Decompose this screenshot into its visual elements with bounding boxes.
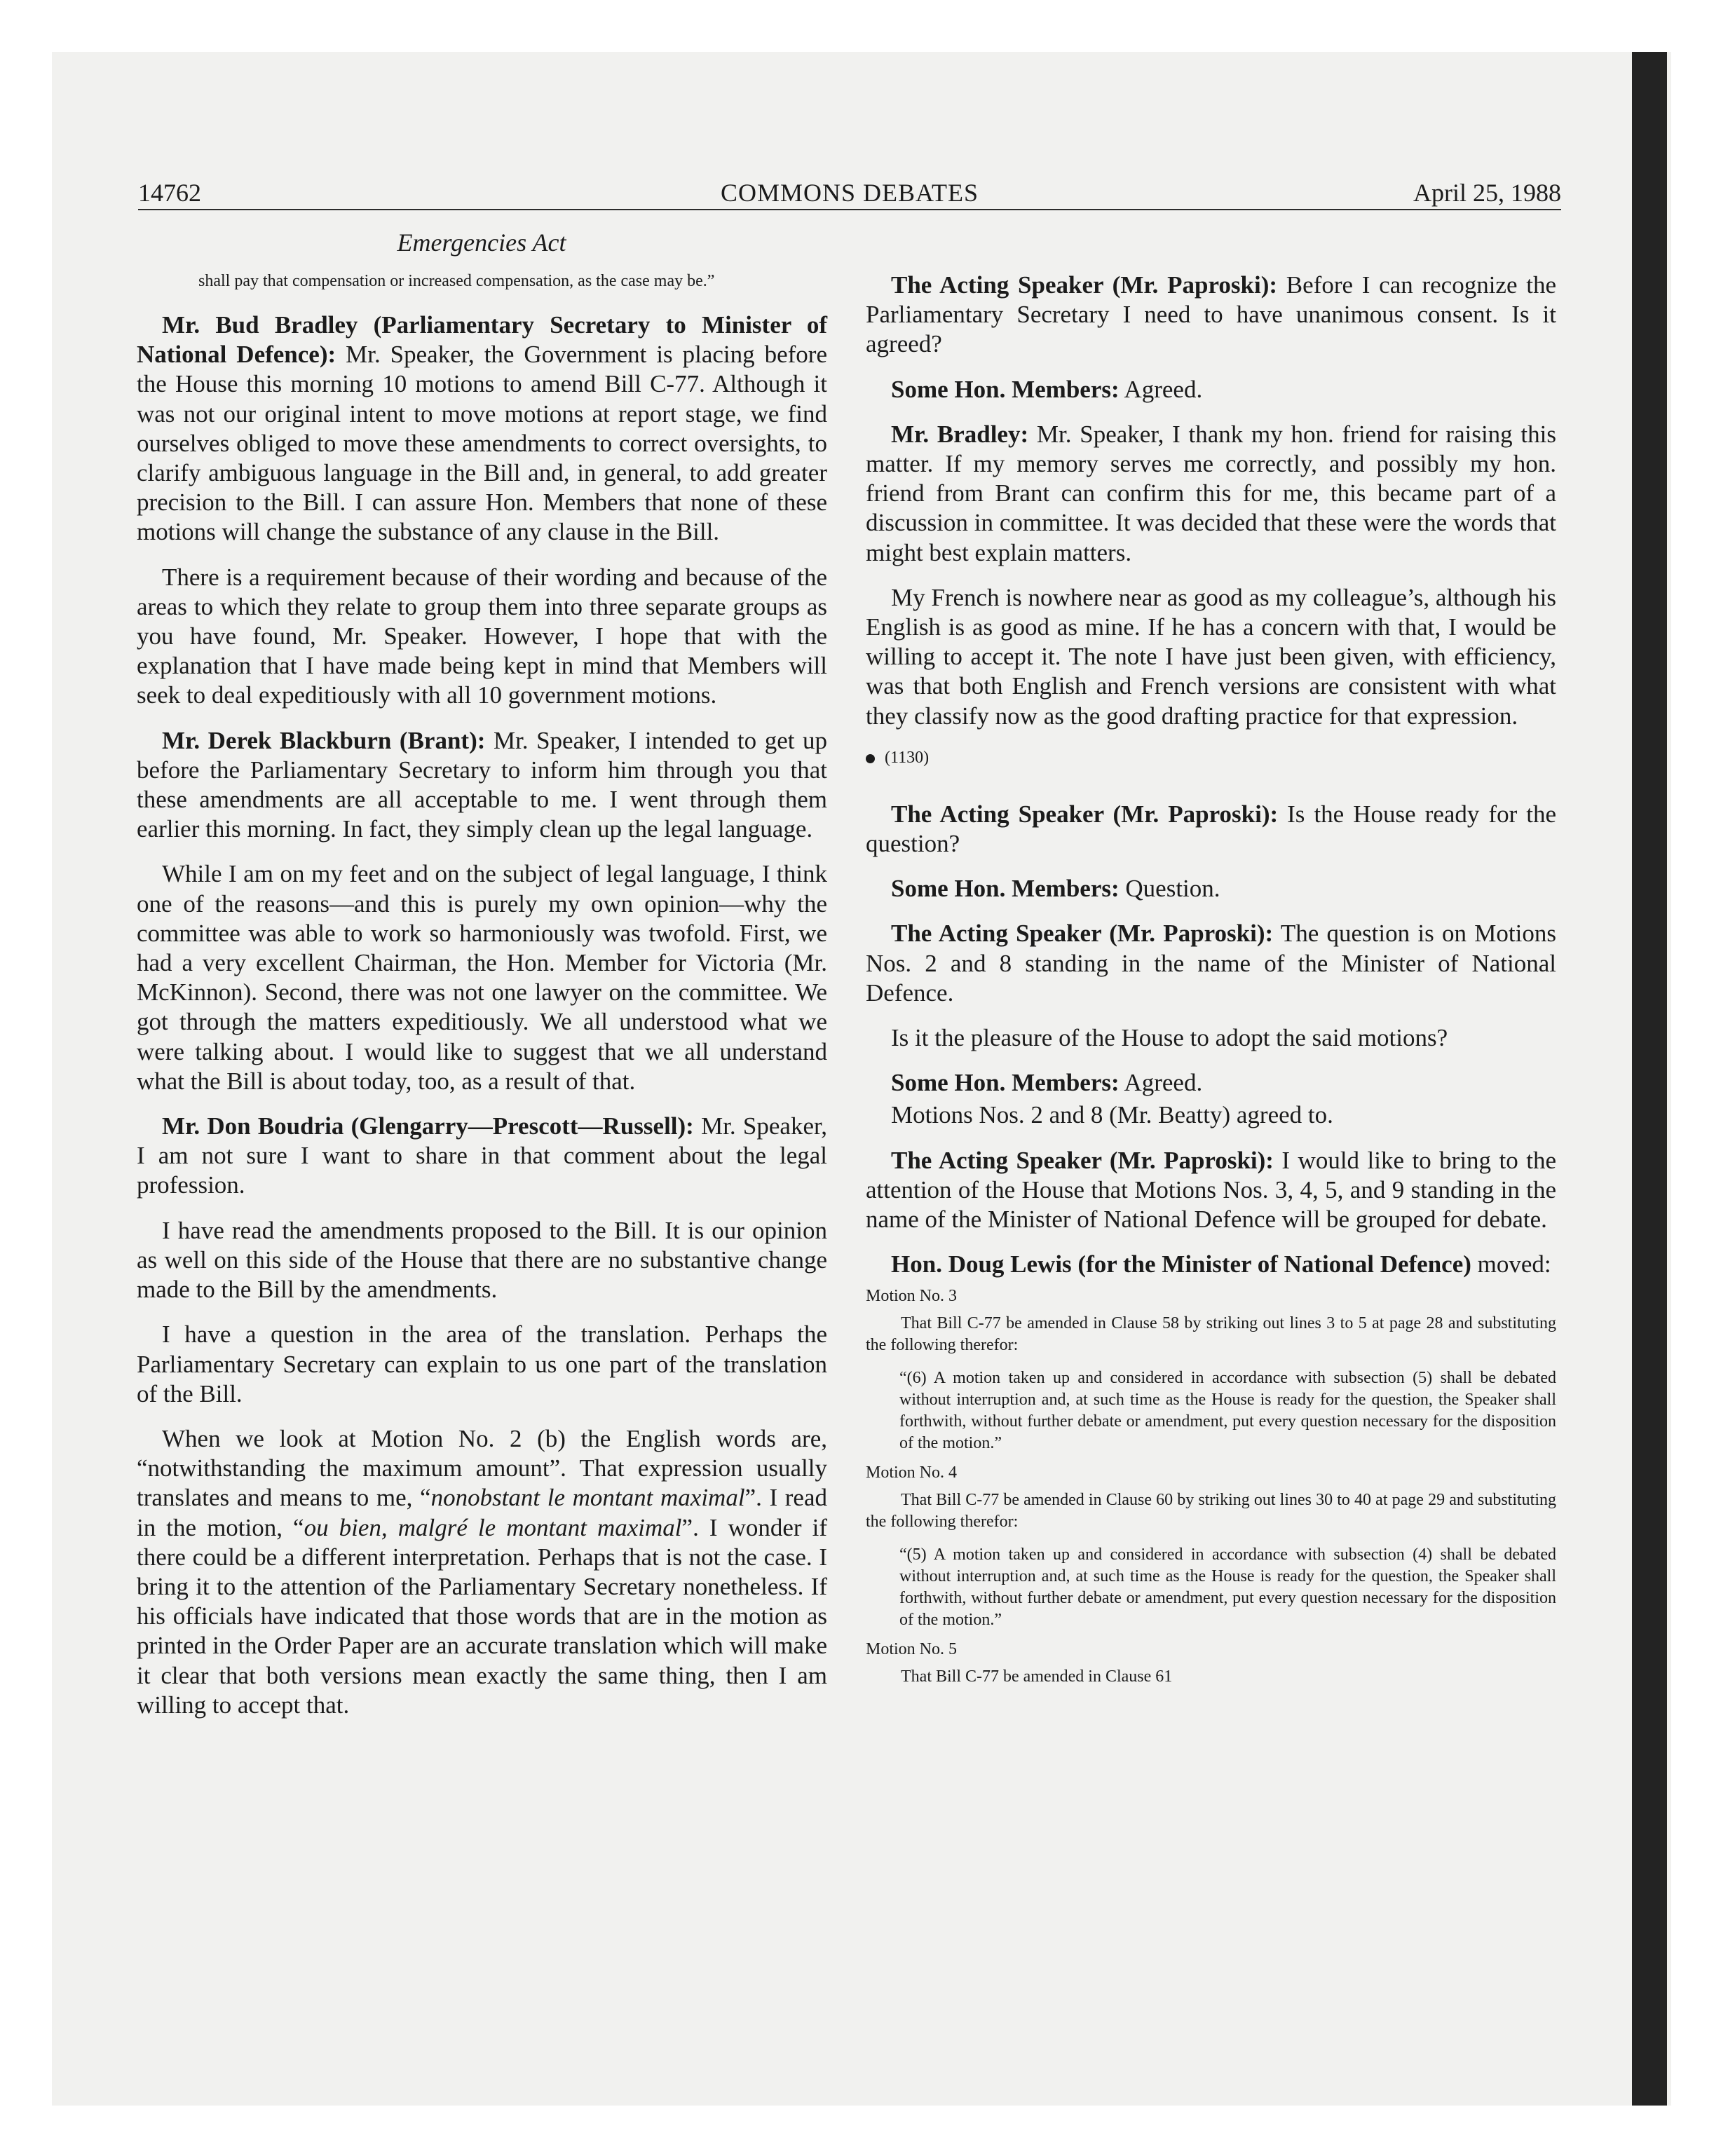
speech-text: I would like to bring to the attention of the House that Motions Nos. 3, 4, 5, and 9 standing in the name of the Minister of National Defence will be grouped for debate. — [866, 1146, 1556, 1234]
publication-title: COMMONS DEBATES — [720, 179, 979, 207]
speaker-name: Some Hon. Members: — [891, 1069, 1120, 1097]
speech-text: Question. — [1119, 875, 1220, 903]
paragraph: While I am on my feet and on the subject of legal language, I think one of the reasons—and this is purely my own opinion—why the committee was able to work so harmoniously was twofold. First, we had a very excellent Chairman, the Hon. Member for Victoria (Mr. McKinnon). Second, there was not one lawyer on the committee. We got through the matters expeditiously. We all understood what we were talking about. I would like to suggest that we all understand what the Bill is about today, too, as a result of that. — [137, 860, 827, 1095]
french-phrase: nonobstant le montant maximal — [430, 1484, 745, 1512]
speaker-name: Mr. Bud Bradley (Parliamentary Secretary to Minister of National Defence): — [137, 311, 827, 369]
speech-text: Mr. Speaker, the Government is placing before the House this morning 10 motions to amend Bill C-77. Although it was not our original intent to move motions at report stage, we find ourselves obliged to move these amendments to correct oversights, to clarify ambiguous language in the Bill and, in general, to add greater precision to the Bill. I can assure Hon. Members that none of these motions will change the substance of any clause in the Bill. — [137, 341, 827, 546]
speech-text: Agreed. — [1119, 1069, 1203, 1097]
speech-text: Agreed. — [1119, 375, 1203, 403]
speaker-name: The Acting Speaker (Mr. Paproski): — [891, 800, 1279, 828]
paragraph — [866, 271, 1556, 360]
paragraph — [866, 1146, 1556, 1235]
paragraph: My French is nowhere near as good as my colleague’s, although his English is as good as mine. If he has a concern with that, I would be willing to accept it. The note I have just been given, with efficiency, was that both English and French versions are consistent with what they classify now as the good drafting practice for that expression. — [866, 583, 1556, 730]
motion-label: Motion No. 4 — [866, 1464, 958, 1482]
speaker-name: Some Hon. Members: — [891, 875, 1120, 903]
speech-text: Mr. Speaker, I thank my hon. friend for raising this matter. If my memory serves me correctly, and possibly my hon. friend from Brant can confirm this for me, this became part of a discussion in committee. It was decided that these were the words that might best explain matters. — [866, 420, 1557, 566]
french-phrase: ou bien, malgré le montant maximal — [304, 1513, 682, 1541]
paragraph: I have read the amendments proposed to the Bill. It is our opinion as well on this side of the House that there are no substantive change made to the Bill by the amendments. — [137, 1216, 827, 1304]
speech-text: The question is on Motions Nos. 2 and 8 standing in the name of the Minister of National Defence. — [866, 920, 1556, 1007]
paragraph — [866, 375, 1556, 404]
right-column — [866, 271, 1556, 1688]
motion-label: Motion No. 5 — [866, 1640, 958, 1659]
motion-text: That Bill C-77 be amended in Clause 61 — [901, 1667, 1173, 1686]
speaker-name: The Acting Speaker (Mr. Paproski): — [891, 271, 1278, 299]
time-marker-text: (1130) — [885, 748, 930, 767]
speech-text: When we look at Motion No. 2 (b) the English words are, “notwithstanding the maximum amount”. That expression usually translates and means to me, “ — [137, 1424, 827, 1512]
left-column — [137, 271, 827, 1735]
speaker-name: The Acting Speaker (Mr. Paproski): — [891, 1146, 1274, 1174]
speaker-name: Mr. Derek Blackburn (Brant): — [162, 726, 486, 754]
motion-text: That Bill C-77 be amended in Clause 58 by striking out lines 3 to 5 at page 28 and substituting the following therefor: — [866, 1314, 1556, 1355]
speaker-name: Mr. Don Boudria (Glengarry—Prescott—Russell): — [162, 1112, 694, 1140]
scan-edge-shadow — [1632, 52, 1667, 2106]
speech-text: Is the House ready for the question? — [866, 800, 1556, 858]
bullet-icon — [866, 754, 875, 763]
motion-quote: “(6) A motion taken up and considered in accordance with subsection (5) shall be debated without interruption and, at such time as the House is ready for the question, the Speaker shall forthwith, without further debate or amendment, put every question necessary for the disposition of the motion.” — [899, 1369, 1556, 1453]
paragraph — [866, 874, 1556, 903]
time-marker — [866, 746, 1556, 769]
paragraph — [866, 420, 1556, 568]
speaker-name: Some Hon. Members: — [891, 375, 1120, 403]
speech-text: Before I can recognize the Parliamentary Secretary I need to have unanimous consent. Is it agreed? — [866, 271, 1556, 358]
speech-text: ”. I wonder if there could be a different interpretation. Perhaps that is not the case. I bring it to the attention of the Parliamentary Secretary nonetheless. If his officials have indicated that those words that are in the motion as printed in the Order Paper are an accurate translation which will make it clear that both versions mean exactly the same thing, then I am willing to accept that. — [137, 1513, 827, 1719]
paragraph — [866, 800, 1556, 859]
paragraph — [137, 311, 827, 547]
section-title: Emergencies Act — [397, 228, 566, 257]
quoted-text: shall pay that compensation or increased compensation, as the case may be.” — [198, 272, 715, 290]
page-date: April 25, 1988 — [1413, 179, 1561, 207]
running-header — [138, 175, 1561, 210]
header-rule — [138, 209, 1561, 210]
paragraph: I have a question in the area of the translation. Perhaps the Parliamentary Secretary can explain to us one part of the translation of the Bill. — [137, 1321, 827, 1407]
paragraph — [137, 1424, 827, 1720]
paragraph: Is it the pleasure of the House to adopt the said motions? — [891, 1024, 1448, 1052]
speaker-name: The Acting Speaker (Mr. Paproski): — [891, 920, 1274, 948]
speaker-name: Mr. Bradley: — [891, 420, 1029, 448]
speaker-name: Hon. Doug Lewis (for the Minister of National Defence) — [891, 1250, 1471, 1278]
paragraph — [137, 726, 827, 845]
motion-quote: “(5) A motion taken up and considered in accordance with subsection (4) shall be debated without interruption and, at such time as the House is ready for the question, the Speaker shall forthwith, without further debate or amendment, put every question necessary for the disposition of the motion.” — [899, 1546, 1556, 1630]
motion-text: That Bill C-77 be amended in Clause 60 by striking out lines 30 to 40 at page 29 and substituting the following therefor: — [866, 1491, 1556, 1531]
paragraph — [866, 919, 1556, 1008]
paragraph: There is a requirement because of their wording and because of the areas to which they relate to group them into three separate groups as you have found, Mr. Speaker. However, I hope that with the explanation that I have made being kept in mind that Members will seek to deal expeditiously with all 10 government motions. — [137, 563, 827, 709]
paragraph — [866, 1068, 1556, 1098]
paragraph — [866, 1250, 1556, 1279]
speech-text: Mr. Speaker, I am not sure I want to share in that comment about the legal profession. — [137, 1112, 827, 1199]
paragraph — [137, 1112, 827, 1201]
paragraph: Motions Nos. 2 and 8 (Mr. Beatty) agreed to. — [891, 1101, 1333, 1129]
page-number: 14762 — [138, 179, 201, 207]
motion-label: Motion No. 3 — [866, 1287, 958, 1306]
speech-text: Mr. Speaker, I intended to get up before the Parliamentary Secretary to inform him through you that these amendments are all acceptable to me. I went through them earlier this morning. In fact, they simply clean up the legal language. — [137, 726, 827, 843]
speech-text: moved: — [1471, 1250, 1551, 1278]
speech-text: ”. I read in the motion, “ — [137, 1484, 827, 1541]
